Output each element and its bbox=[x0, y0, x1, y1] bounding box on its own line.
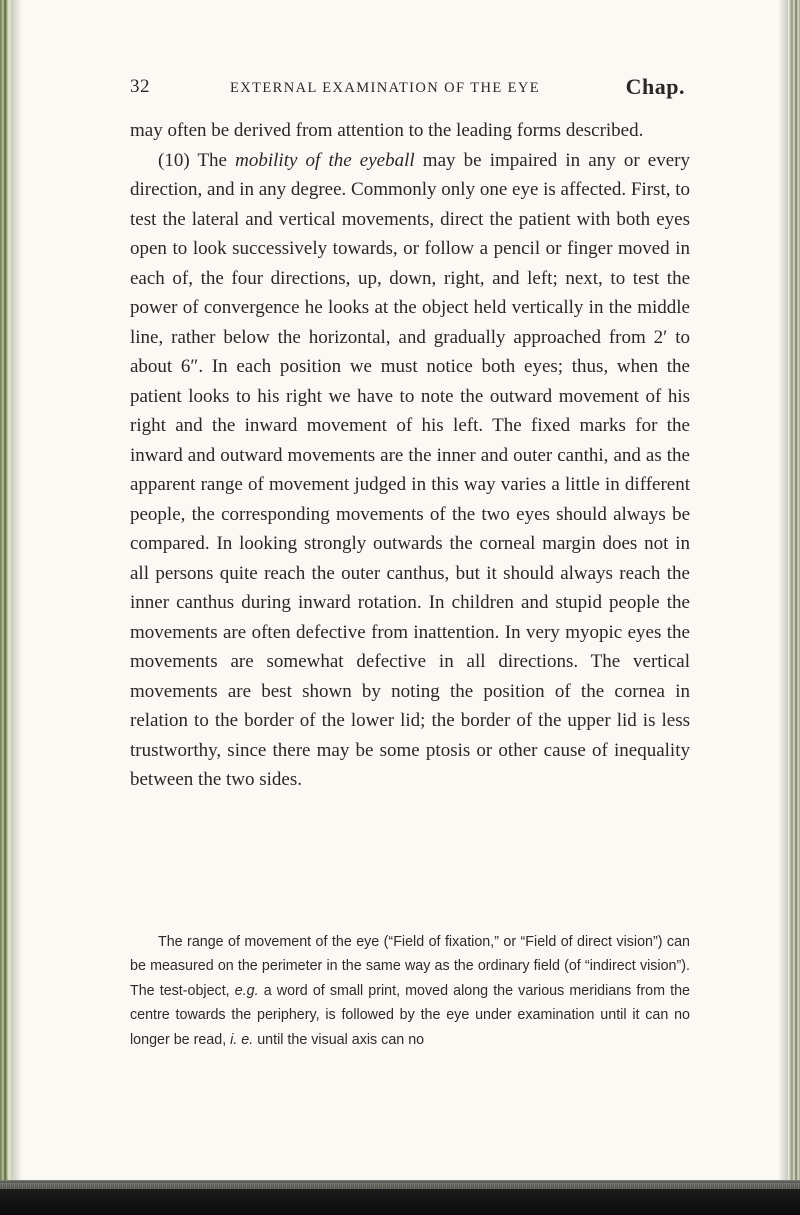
paragraph-body: may be impaired in any or every direction, and in any degree. Commonly only one eye is affected. First, to test the lateral and vertical movements, direct the patient with both eyes open to look successively towards, or follow a pencil or finger moved in each of, the four directions, up, down, right, and left; next, to test the power of convergence he looks at the object held vertically in the middle line, rather below the horizontal, and gradually approached from 2′ to about 6″. In each position we must notice both eyes; thus, when the patient looks to his right we have to note the outward movement of his right and the inward movement of his left. The fixed marks for the inward and outward movements are the inner and outer canthi, and as the apparent range of movement judged in this way varies a little in different people, the corresponding movements of the two eyes should always be compared. In looking strongly outwards the corneal margin does not in all persons quite reach the outer canthus, but it should always reach the inner canthus during inward rotation. In children and stupid people the movements are often defective from inattention. In very myopic eyes the movements are somewhat defective in all directions. The vertical movements are best shown by noting the position of the cornea in relation to the border of the lower lid; the border of the upper lid is less trustworthy, since there may be some ptosis or other cause of inequality between the two sides. bbox=[130, 149, 691, 790]
binding-edge-left bbox=[0, 0, 12, 1215]
binding-shadow bbox=[12, 0, 22, 1215]
running-head: EXTERNAL EXAMINATION OF THE EYE bbox=[230, 80, 541, 96]
note-eg: e.g. bbox=[234, 982, 259, 999]
chapter-label: Chap. bbox=[625, 74, 685, 99]
note-text-b: a word of small print, moved along the various meridians from the centre towards the periphery, is followed by the eye under examination until it can no longer be read, bbox=[130, 982, 690, 1048]
page-edge-shadow bbox=[778, 0, 788, 1215]
continuation-paragraph: may often be derived from attention to the leading forms described. bbox=[130, 120, 644, 141]
page-edge-right bbox=[788, 0, 800, 1215]
paragraph-lead: The bbox=[197, 149, 227, 171]
bottom-edge-stripe bbox=[0, 1183, 800, 1189]
main-text bbox=[130, 116, 690, 795]
note-text-a: The range of movement of the eye (“Field of fixation,” or “Field of direct vision”) can be measured on the perimeter in the same way as the ordinary field (of “indirect vision”). The test-object, bbox=[130, 934, 690, 999]
paragraph-number: (10) bbox=[158, 149, 190, 171]
page-header bbox=[130, 74, 685, 110]
page-number: 32 bbox=[130, 76, 150, 97]
note-ie: i. e. bbox=[230, 1031, 254, 1048]
mobility-paragraph bbox=[130, 146, 690, 795]
paragraph-topic: mobility of the eyeball bbox=[235, 149, 415, 171]
small-print-note bbox=[130, 930, 690, 1052]
note-text-c: until the visual axis can no bbox=[257, 1031, 425, 1048]
